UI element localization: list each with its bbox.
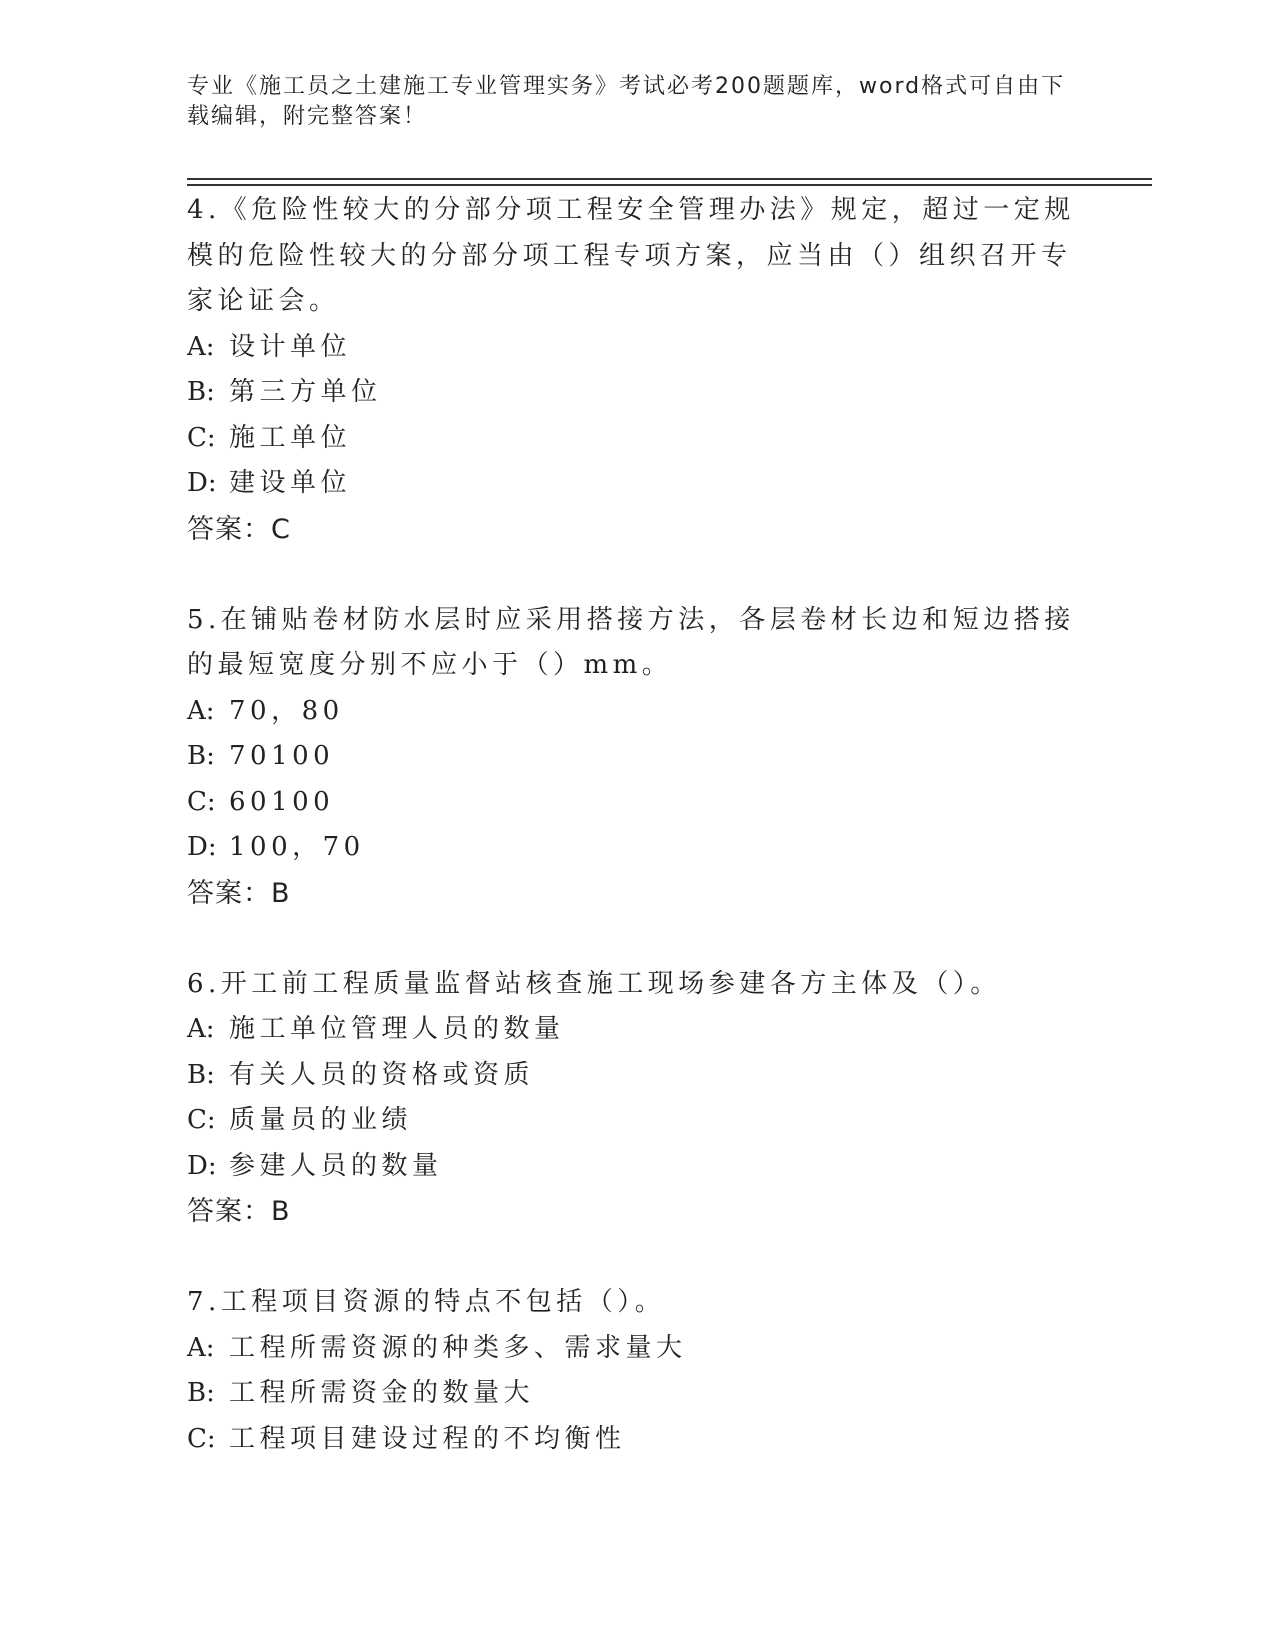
question-7 bbox=[187, 1280, 1087, 1462]
option-a bbox=[187, 1326, 1087, 1372]
option-key: B: bbox=[187, 377, 215, 407]
question-stem: 5.在铺贴卷材防水层时应采用搭接方法，各层卷材长边和短边搭接的最短宽度分别不应小于（）mm。 bbox=[187, 604, 1075, 680]
option-key: C: bbox=[187, 1105, 216, 1135]
option-c bbox=[187, 416, 1087, 462]
header-divider-top bbox=[187, 178, 1152, 180]
option-key: C: bbox=[187, 1423, 216, 1454]
option-b bbox=[187, 370, 1087, 416]
answer-line: 答案：B bbox=[187, 1196, 291, 1227]
option-key: B: bbox=[187, 1059, 215, 1090]
option-text: 施工单位管理人员的数量 bbox=[229, 1014, 565, 1044]
option-text: 工程项目建设过程的不均衡性 bbox=[229, 1423, 626, 1454]
option-c bbox=[187, 780, 1087, 826]
option-key: D: bbox=[187, 832, 217, 862]
option-text: 工程所需资源的种类多、需求量大 bbox=[229, 1332, 687, 1363]
question-6 bbox=[187, 962, 1087, 1235]
option-d bbox=[187, 825, 1087, 871]
option-a bbox=[187, 325, 1087, 371]
option-d bbox=[187, 1144, 1087, 1190]
option-key: A: bbox=[187, 331, 215, 362]
option-text: 参建人员的数量 bbox=[229, 1150, 443, 1181]
option-a bbox=[187, 689, 1087, 735]
question-list bbox=[187, 188, 1087, 1462]
answer-line: 答案：C bbox=[187, 513, 291, 545]
option-key: C: bbox=[187, 422, 216, 453]
option-a bbox=[187, 1007, 1087, 1053]
option-key: D: bbox=[187, 1150, 217, 1181]
option-text: 100，70 bbox=[229, 832, 365, 862]
question-4 bbox=[187, 188, 1087, 552]
option-key: A: bbox=[187, 1332, 215, 1363]
option-text: 建设单位 bbox=[229, 468, 352, 498]
question-stem: 7.工程项目资源的特点不包括（）。 bbox=[187, 1287, 666, 1317]
option-key: C: bbox=[187, 786, 216, 817]
spacer bbox=[187, 916, 1087, 962]
option-text: 60100 bbox=[229, 786, 335, 817]
option-key: A: bbox=[187, 1014, 215, 1044]
option-text: 第三方单位 bbox=[229, 377, 382, 407]
option-text: 工程所需资金的数量大 bbox=[229, 1378, 535, 1408]
option-key: B: bbox=[187, 741, 215, 771]
question-stem: 4.《危险性较大的分部分项工程安全管理办法》规定，超过一定规模的危险性较大的分部分项工程专项方案，应当由（）组织召开专家论证会。 bbox=[187, 195, 1075, 316]
option-c bbox=[187, 1098, 1087, 1144]
header-divider-bottom bbox=[187, 184, 1152, 186]
question-stem: 6.开工前工程质量监督站核查施工现场参建各方主体及（）。 bbox=[187, 968, 1001, 999]
option-b bbox=[187, 1053, 1087, 1099]
option-text: 70，80 bbox=[229, 695, 344, 726]
option-key: A: bbox=[187, 695, 215, 726]
spacer bbox=[187, 1235, 1087, 1281]
option-b bbox=[187, 734, 1087, 780]
option-key: B: bbox=[187, 1378, 215, 1408]
option-b bbox=[187, 1371, 1087, 1417]
answer-line: 答案：B bbox=[187, 877, 291, 909]
option-text: 质量员的业绩 bbox=[229, 1105, 413, 1135]
option-d bbox=[187, 461, 1087, 507]
option-text: 设计单位 bbox=[229, 331, 352, 362]
question-5 bbox=[187, 598, 1087, 917]
spacer bbox=[187, 552, 1087, 598]
option-text: 70100 bbox=[229, 741, 335, 771]
option-text: 施工单位 bbox=[229, 422, 352, 453]
option-text: 有关人员的资格或资质 bbox=[229, 1059, 535, 1090]
option-key: D: bbox=[187, 468, 217, 498]
option-c bbox=[187, 1417, 1087, 1463]
document-intro: 专业《施工员之土建施工专业管理实务》考试必考200题题库，word格式可自由下载编辑，附完整答案！ bbox=[187, 74, 1066, 129]
